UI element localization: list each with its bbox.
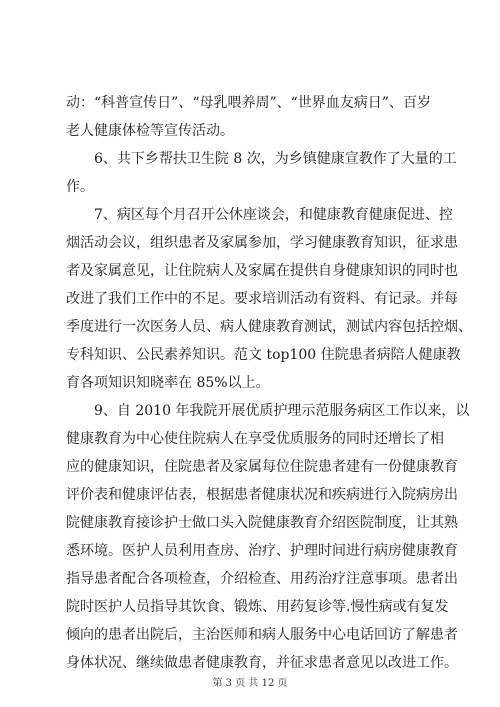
text-line: 作。 bbox=[66, 179, 94, 195]
text-line: 院时医护人员指导其饮食、锻炼、用药复诊等.慢性病或有复发 bbox=[66, 599, 449, 615]
text-line: 应的健康知识，住院患者及家属每位住院患者建有一份健康教育 bbox=[66, 459, 458, 475]
text-line: 院健康教育接诊护士做口头入院健康教育介绍医院制度，让其熟 bbox=[66, 515, 458, 531]
text-line: 倾向的患者出院后，主治医师和病人服务中心电话回访了解患者 bbox=[66, 627, 458, 643]
text-line: 评价表和健康评估表，根据患者健康状况和疾病进行入院病房出 bbox=[66, 487, 458, 503]
text-line: 动：“科普宣传日”、“母乳喂养周”、“世界血友病日”、百岁 bbox=[66, 95, 431, 111]
paragraph-7-start: 7、病区每个月召开公休座谈会，和健康教育健康促进、控 bbox=[94, 207, 453, 223]
text-line: 季度进行一次医务人员、病人健康教育测试，测试内容包括控烟、 bbox=[66, 319, 472, 335]
paragraph-6-start: 6、共下乡帮扶卫生院 8 次，为乡镇健康宣教作了大量的工 bbox=[94, 151, 457, 167]
text-line: 身体状况、继续做患者健康教育，并征求患者意见以改进工作。 bbox=[66, 655, 458, 671]
text-line: 老人健康体检等宣传活动。 bbox=[66, 123, 234, 139]
text-line: 健康教育为中心使住院病人在享受优质服务的同时还增长了相 bbox=[66, 431, 444, 447]
text-line: 者及家属意见，让住院病人及家属在提供自身健康知识的同时也 bbox=[66, 263, 458, 279]
text-line: 指导患者配合各项检查，介绍检查、用药治疗注意事项。患者出 bbox=[66, 571, 458, 587]
page-footer: 第 3 页 共 12 页 bbox=[212, 678, 288, 689]
text-line: 烟活动会议，组织患者及家属参加，学习健康教育知识，征求患 bbox=[66, 235, 458, 251]
text-line: 悉环境。医护人员利用查房、治疗、护理时间进行病房健康教育 bbox=[66, 543, 458, 559]
text-line: 专科知识、公民素养知识。范文 top100 住院患者病陪人健康教 bbox=[66, 347, 461, 363]
paragraph-9-start: 9、自 2010 年我院开展优质护理示范服务病区工作以来，以 bbox=[94, 403, 470, 419]
text-line: 育各项知识知晓率在 85%以上。 bbox=[66, 375, 270, 391]
text-line: 改进了我们工作中的不足。要求培训活动有资料、有记录。并每 bbox=[66, 291, 458, 307]
